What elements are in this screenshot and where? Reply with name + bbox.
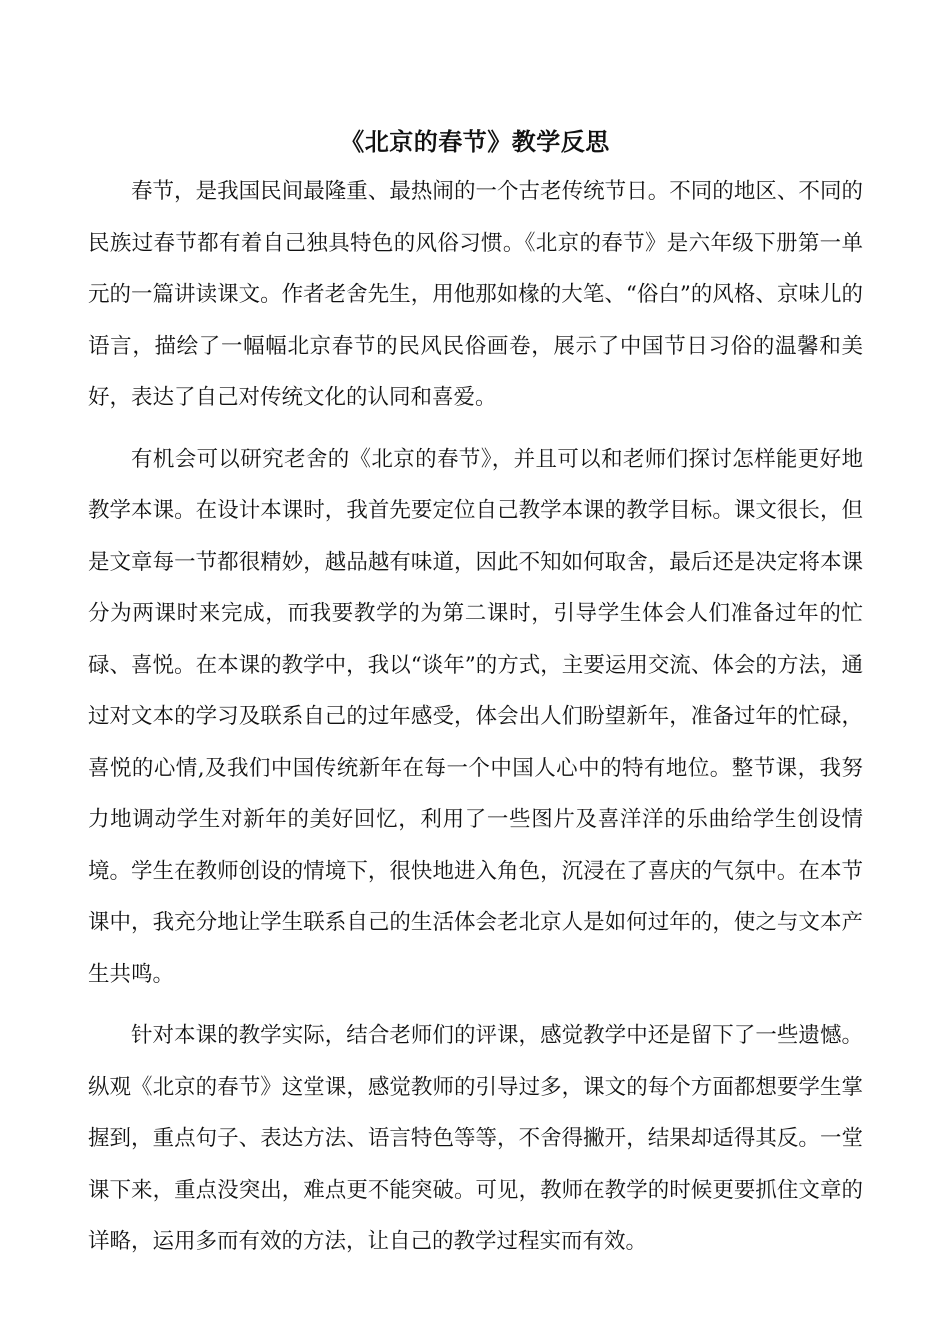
paragraph-3: 针对本课的教学实际，结合老师们的评课，感觉教学中还是留下了一些遗憾。纵观《北京的春节》这堂课，感觉教师的引导过多，课文的每个方面都想要学生掌握到，重点句子、表达方法、语言特色等等，不舍得撇开，结果却适得其反。一堂课下来，重点没突出，难点更不能突破。可见，教师在教学的时候更要抓住文章的详略，运用多而有效的方法，让自己的教学过程实而有效。 bbox=[88, 1023, 863, 1254]
document-title: 《北京的春节》教学反思 bbox=[340, 128, 610, 156]
paragraph-1: 春节，是我国民间最隆重、最热闹的一个古老传统节日。不同的地区、不同的民族过春节都有着自己独具特色的风俗习惯。《北京的春节》是六年级下册第一单元的一篇讲读课文。作者老舍先生，用他那如椽的大笔、“俗白”的风格、京味儿的语言，描绘了一幅幅北京春节的民风民俗画卷，展示了中国节日习俗的温馨和美好，表达了自己对传统文化的认同和喜爱。 bbox=[88, 179, 863, 410]
document-body bbox=[88, 166, 863, 1268]
paragraph-2: 有机会可以研究老舍的《北京的春节》，并且可以和老师们探讨怎样能更好地教学本课。在设计本课时，我首先要定位自己教学本课的教学目标。课文很长，但是文章每一节都很精妙，越品越有味道，因此不知如何取舍，最后还是决定将本课分为两课时来完成，而我要教学的为第二课时，引导学生体会人们准备过年的忙碌、喜悦。在本课的教学中，我以“谈年”的方式，主要运用交流、体会的方法，通过对文本的学习及联系自己的过年感受，体会出人们盼望新年，准备过年的忙碌，喜悦的心情,及我们中国传统新年在每一个中国人心中的特有地位。整节课，我努力地调动学生对新年的美好回忆，利用了一些图片及喜洋洋的乐曲给学生创设情境。学生在教师创设的情境下，很快地进入角色，沉浸在了喜庆的气氛中。在本节课中，我充分地让学生联系自己的生活体会老北京人是如何过年的，使之与文本产生共鸣。 bbox=[88, 446, 863, 987]
